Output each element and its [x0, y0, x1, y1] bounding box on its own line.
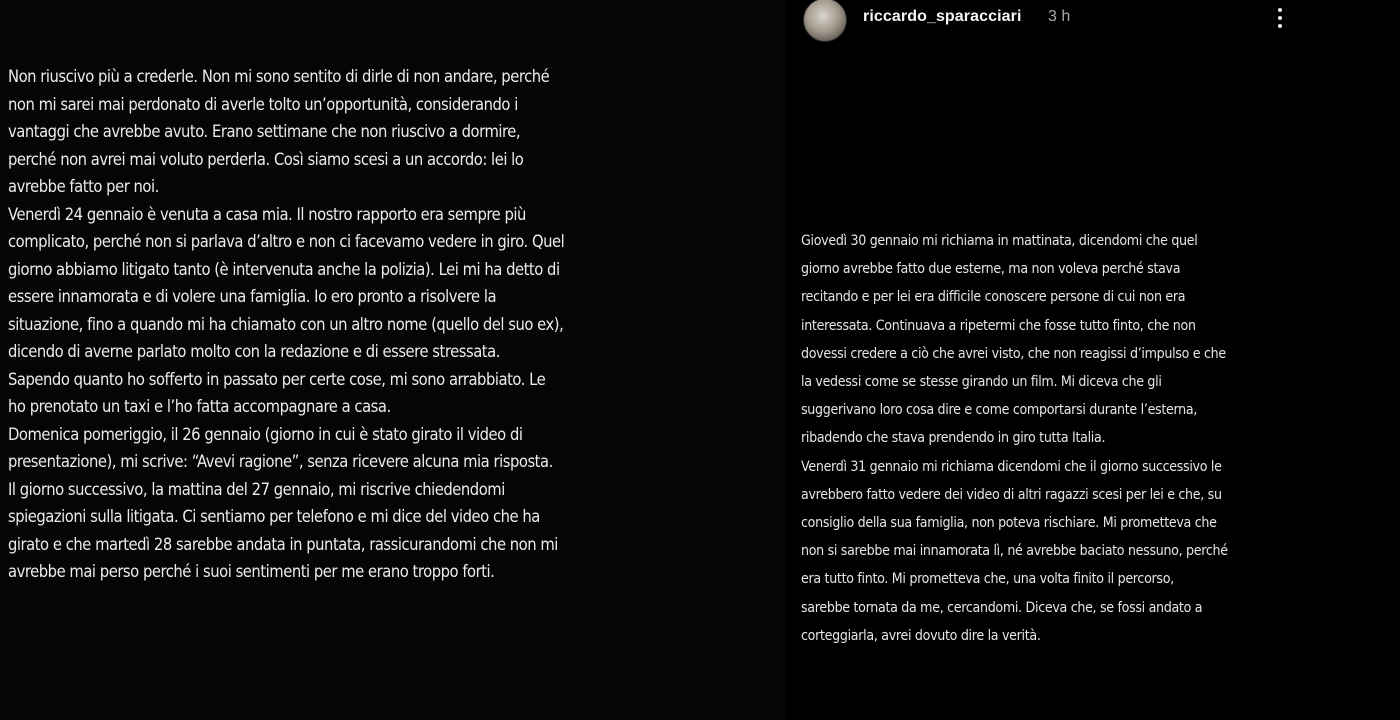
right-story-line: consiglio della sua famiglia, non poteva rischiare. Mi prometteva che — [801, 515, 1217, 532]
left-story-line: ho prenotato un taxi e l’ho fatta accompagnare a casa. — [8, 397, 391, 417]
more-options-dot — [1278, 8, 1282, 12]
left-story-line: avrebbe mai perso perché i suoi sentimenti per me erano troppo forti. — [8, 562, 495, 582]
left-story-line: essere innamorata e di volere una famiglia. Io ero pronto a risolvere la — [8, 287, 497, 307]
left-story-line: spiegazioni sulla litigata. Ci sentiamo per telefono e mi dice del video che ha — [8, 507, 540, 527]
left-story-line: non mi sarei mai perdonato di averle tolto un’opportunità, considerando i — [8, 94, 518, 115]
left-story-line: dicendo di averne parlato molto con la redazione e di essere stressata. — [8, 342, 500, 362]
left-story-line: situazione, fino a quando mi ha chiamato con un altro nome (quello del suo ex), — [8, 314, 564, 335]
left-story-line: perché non avrei mai voluto perderla. Così siamo scesi a un accordo: lei lo — [8, 149, 524, 170]
right-story-line: suggerivano loro cosa dire e come comportarsi durante l’esterna, — [801, 402, 1198, 419]
left-story-line: giorno abbiamo litigato tanto (è intervenuta anche la polizia). Lei mi ha detto di — [8, 259, 560, 280]
left-story-line: presentazione), mi scrive: “Avevi ragione”, senza ricevere alcuna mia risposta. — [8, 452, 553, 472]
more-options-dot — [1278, 16, 1282, 20]
post-header — [801, 0, 1391, 40]
right-story-line: Giovedì 30 gennaio mi richiama in mattinata, dicendomi che quel — [801, 233, 1198, 249]
left-story-line: Non riuscivo più a crederle. Non mi sono sentito di dirle di non andare, perché — [8, 67, 550, 87]
post-timestamp: 3 h — [1048, 8, 1071, 25]
left-story-line: avrebbe fatto per noi. — [8, 177, 159, 197]
right-story-text — [801, 227, 1391, 650]
right-story-line: dovessi credere a ciò che avrei visto, che non reagissi d’impulso e che — [801, 345, 1226, 362]
right-story-line: recitando e per lei era difficile conoscere persone di cui non era — [801, 289, 1186, 306]
left-story-line: Il giorno successivo, la mattina del 27 gennaio, mi riscrive chiedendomi — [8, 479, 505, 500]
right-story-line: corteggiarla, avrei dovuto dire la verità. — [801, 627, 1041, 644]
more-options-dot — [1278, 24, 1282, 28]
left-story-line: Domenica pomeriggio, il 26 gennaio (giorno in cui è stato girato il video di — [8, 424, 523, 445]
right-story-line: era tutto finto. Mi prometteva che, una volta finito il percorso, — [801, 571, 1174, 588]
more-options-icon[interactable] — [1267, 4, 1293, 32]
profile-avatar[interactable] — [803, 0, 847, 42]
right-story-line: non si sarebbe mai innamorata lì, né avrebbe baciato nessuno, perché — [801, 543, 1228, 560]
left-story-line: girato e che martedì 28 sarebbe andata in puntata, rassicurandomi che non mi — [8, 534, 558, 555]
right-story-line: sarebbe tornata da me, cercandomi. Diceva che, se fossi andato a — [801, 599, 1203, 616]
left-story-text — [8, 64, 778, 587]
left-story-line: complicato, perché non si parlava d’altro e non ci facevamo vedere in giro. Quel — [8, 232, 565, 252]
right-story-line: la vedessi come se stesse girando un film. Mi diceva che gli — [801, 374, 1162, 391]
left-story-line: vantaggi che avrebbe avuto. Erano settimane che non riuscivo a dormire, — [8, 122, 521, 142]
left-story-line: Sapendo quanto ho sofferto in passato per certe cose, mi sono arrabbiato. Le — [8, 369, 546, 390]
right-story-line: interessata. Continuava a ripetermi che fosse tutto finto, che non — [801, 317, 1196, 334]
left-story-line: Venerdì 24 gennaio è venuta a casa mia. Il nostro rapporto era sempre più — [8, 204, 526, 225]
right-story-line: ribadendo che stava prendendo in giro tutta Italia. — [801, 430, 1106, 447]
right-story-line: Venerdì 31 gennaio mi richiama dicendomi che il giorno successivo le — [801, 458, 1222, 475]
right-story-line: giorno avrebbe fatto due esterne, ma non voleva perché stava — [801, 261, 1181, 278]
right-story-line: avrebbero fatto vedere dei video di altri ragazzi scesi per lei e che, su — [801, 486, 1222, 503]
username-link[interactable]: riccardo_sparacciari — [863, 8, 1022, 25]
